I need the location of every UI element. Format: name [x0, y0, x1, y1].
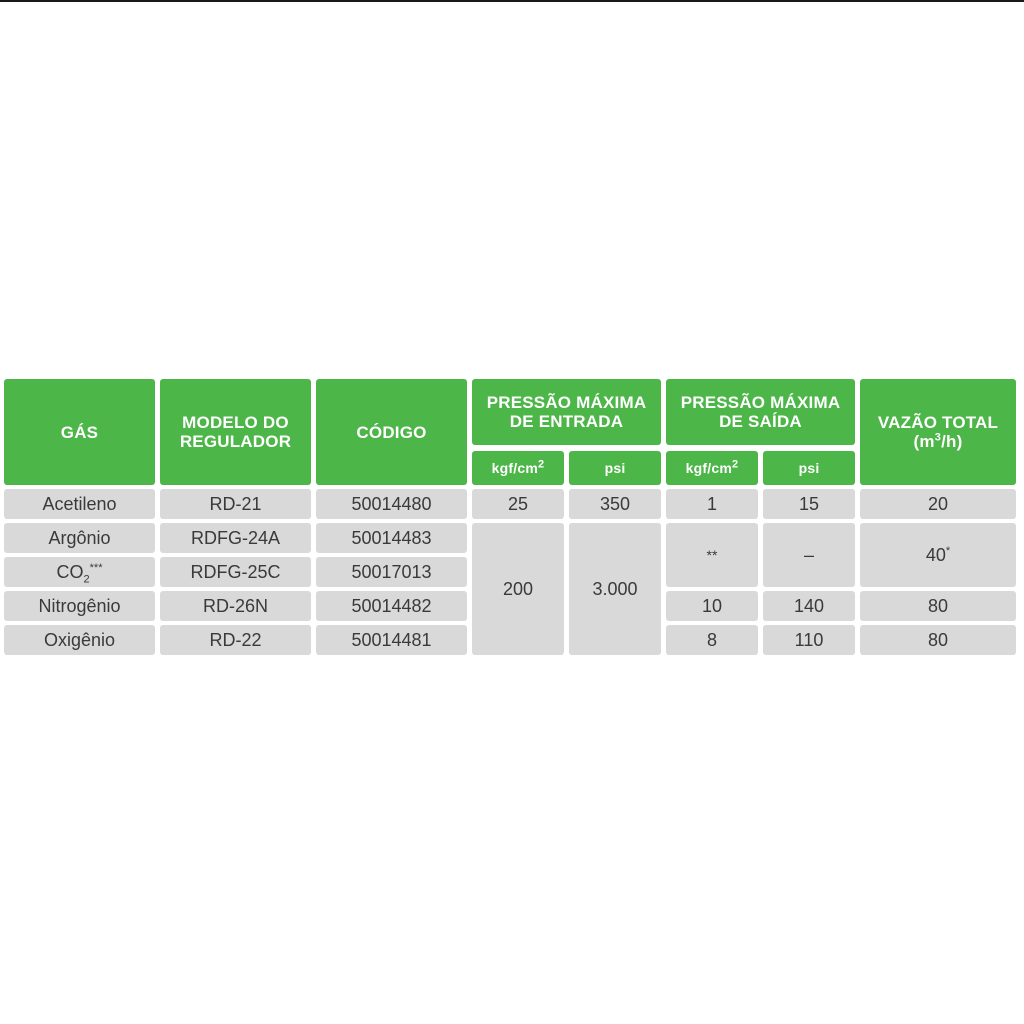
header-gas — [4, 379, 155, 485]
header-modelo — [160, 379, 311, 485]
row-co2-codigo: 50017013 — [316, 557, 467, 587]
row-nitrogenio-gas: Nitrogênio — [4, 591, 155, 621]
row-nitrogenio-vazao: 80 — [860, 591, 1016, 621]
row-acetileno-gas: Acetileno — [4, 489, 155, 519]
merged-vazao: 40* — [860, 523, 1016, 587]
row-oxigenio-saida-psi: 110 — [763, 625, 855, 655]
header-entrada-line2: DE ENTRADA — [509, 412, 624, 431]
row-co2-gas: $CO_2^{***}$ — [4, 557, 155, 587]
merged-entrada-psi: 3.000 — [569, 523, 661, 655]
row-acetileno-entrada-psi: 350 — [569, 489, 661, 519]
row-nitrogenio-modelo: RD-26N — [160, 591, 311, 621]
subheader-entrada-kgf: kgf/$cm^2$ — [472, 451, 564, 485]
row-acetileno-saida-kgf: 1 — [666, 489, 758, 519]
header-saida-line1: PRESSÃO MÁXIMA — [680, 393, 841, 412]
header-codigo-label: CÓDIGO — [356, 422, 427, 442]
merged-saida-psi: – — [763, 523, 855, 587]
header-modelo-line1: MODELO DO — [182, 413, 289, 432]
row-acetileno-codigo: 50014480 — [316, 489, 467, 519]
row-nitrogenio-codigo: 50014482 — [316, 591, 467, 621]
header-entrada-line1: PRESSÃO MÁXIMA — [486, 393, 647, 412]
row-nitrogenio-saida-psi: 140 — [763, 591, 855, 621]
row-argonio-codigo: 50014483 — [316, 523, 467, 553]
row-oxigenio-modelo: RD-22 — [160, 625, 311, 655]
row-argonio-modelo: RDFG-24A — [160, 523, 311, 553]
top-border-line — [0, 0, 1024, 2]
row-oxigenio-saida-kgf: 8 — [666, 625, 758, 655]
row-acetileno-modelo: RD-21 — [160, 489, 311, 519]
subheader-saida-kgf: kgf/$cm^2$ — [666, 451, 758, 485]
merged-saida-kgf: ** — [666, 523, 758, 587]
subheader-saida-psi: psi — [763, 451, 855, 485]
header-pressao-saida — [666, 379, 855, 445]
row-argonio-gas: Argônio — [4, 523, 155, 553]
header-saida-line2: DE SAÍDA — [719, 412, 802, 431]
row-oxigenio-gas: Oxigênio — [4, 625, 155, 655]
merged-entrada-kgf: 200 — [472, 523, 564, 655]
row-oxigenio-codigo: 50014481 — [316, 625, 467, 655]
row-nitrogenio-saida-kgf: 10 — [666, 591, 758, 621]
header-pressao-entrada — [472, 379, 661, 445]
row-oxigenio-vazao: 80 — [860, 625, 1016, 655]
header-vazao — [860, 379, 1016, 485]
header-vazao-line2: $(m^3/h)$ — [913, 431, 963, 451]
header-codigo — [316, 379, 467, 485]
row-acetileno-vazao: 20 — [860, 489, 1016, 519]
row-acetileno-saida-psi: 15 — [763, 489, 855, 519]
header-gas-label: GÁS — [60, 422, 99, 442]
subheader-entrada-psi: psi — [569, 451, 661, 485]
row-co2-modelo: RDFG-25C — [160, 557, 311, 587]
header-vazao-line1: VAZÃO TOTAL — [877, 413, 999, 432]
header-modelo-line2: REGULADOR — [179, 432, 292, 451]
row-acetileno-entrada-kgf: 25 — [472, 489, 564, 519]
